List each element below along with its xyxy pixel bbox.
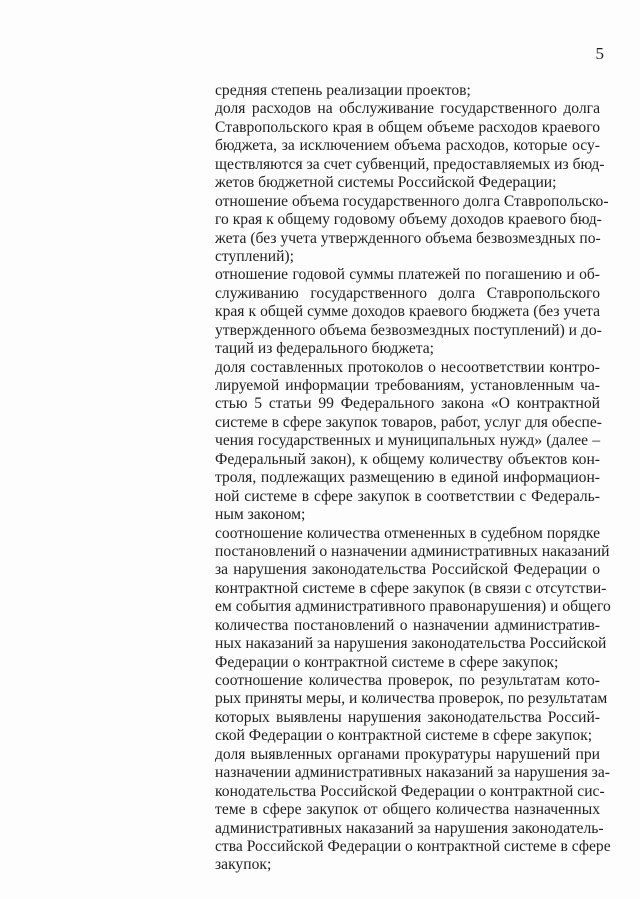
text-line: Федерации о контрактной системе в сфере закупок; xyxy=(215,653,559,671)
text-line: утвержденного объема безвозмездных поступлений) и до- xyxy=(215,321,602,339)
text-line: Федеральный закон), к общему количеству объектов кон- xyxy=(215,450,600,468)
paragraph xyxy=(215,266,600,358)
text-line: жетов бюджетной системы Российской Федерации; xyxy=(215,174,557,192)
text-line: ской Федерации о контрактной системе в сфере закупок; xyxy=(215,727,593,745)
text-line: го края к общему годовому объему доходов краевого бюд- xyxy=(215,211,602,229)
text-line: конодательства Российской Федерации о контрактной сис- xyxy=(215,782,605,800)
paragraph xyxy=(215,359,600,525)
text-line: Ставропольского края в общем объеме расходов краевого xyxy=(215,118,600,136)
text-line: закупок; xyxy=(215,856,272,874)
paragraph xyxy=(215,100,605,192)
text-line: доля составленных протоколов о несоответствии контро- xyxy=(215,358,600,376)
text-line: количества постановлений о назначении административ- xyxy=(215,616,600,634)
text-line: таций из федерального бюджета; xyxy=(215,340,435,358)
paragraph xyxy=(215,524,611,673)
text-line: ства Российской Федерации о контрактной системе в сфере xyxy=(215,837,611,855)
text-line: соотношение количества отмененных в судебном порядке xyxy=(215,524,600,542)
paragraph xyxy=(215,192,609,267)
text-line: которых выявлены нарушения законодательства Россий- xyxy=(215,708,600,726)
page-number: 5 xyxy=(595,44,604,63)
text-line: чения государственных и муниципальных нужд» (далее – xyxy=(215,432,600,450)
text-line: за нарушения законодательства Российской Федерации о xyxy=(215,561,600,579)
text-line: системе в сфере закупок товаров, работ, услуг для обеспе- xyxy=(215,413,602,431)
text-line: жета (без учета утвержденного объема безвозмездных по- xyxy=(215,229,601,247)
text-line: ным законом; xyxy=(215,506,306,524)
text-line: отношение объема государственного долга Ставропольско- xyxy=(215,192,609,210)
text-line: средняя степень реализации проектов; xyxy=(215,82,471,99)
text-line: ществляются за счет субвенций, предоставляемых из бюд- xyxy=(215,155,605,173)
text-line: назначении административных наказаний за нарушения за- xyxy=(215,764,610,782)
text-line: отношение годовой суммы платежей по погашению и об- xyxy=(215,266,600,284)
paragraph xyxy=(215,82,600,100)
text-line: стью 5 статьи 99 Федерального закона «О контрактной xyxy=(215,395,600,413)
text-line: ной системе в сфере закупок в соответствии с Федераль- xyxy=(215,487,600,505)
paragraph xyxy=(215,672,608,746)
text-line: служиванию государственного долга Ставропольского xyxy=(215,284,600,302)
text-line: рых приняты меры, и количества проверок, по результатам xyxy=(215,690,608,708)
text-line: ных наказаний за нарушения законодательства Российской xyxy=(215,635,607,653)
text-line: контрактной системе в сфере закупок (в связи с отсутстви- xyxy=(215,579,607,597)
text-line: лируемой информации требованиям, установленным ча- xyxy=(215,377,600,394)
text-line: троля, подлежащих размещению в единой информацион- xyxy=(215,469,600,487)
text-line: теме в сфере закупок от общего количества назначенных xyxy=(215,801,600,819)
text-line: доля расходов на обслуживание государственного долга xyxy=(215,100,600,118)
text-line: соотношение количества проверок, по результатам кото- xyxy=(215,672,600,689)
text-line: постановлений о назначении административных наказаний xyxy=(215,542,610,560)
text-line: административных наказаний за нарушения законодатель- xyxy=(215,819,604,837)
text-line: края к общей сумме доходов краевого бюджета (без учета xyxy=(215,303,600,321)
text-line: бюджета, за исключением объема расходов, которые осу- xyxy=(215,137,600,155)
text-line: доля выявленных органами прокуратуры нарушений при xyxy=(215,745,600,763)
text-line: ем события административного правонарушения) и общего xyxy=(215,598,611,616)
text-line: ступлений); xyxy=(215,247,294,265)
body-text xyxy=(215,82,611,875)
paragraph xyxy=(215,745,611,875)
